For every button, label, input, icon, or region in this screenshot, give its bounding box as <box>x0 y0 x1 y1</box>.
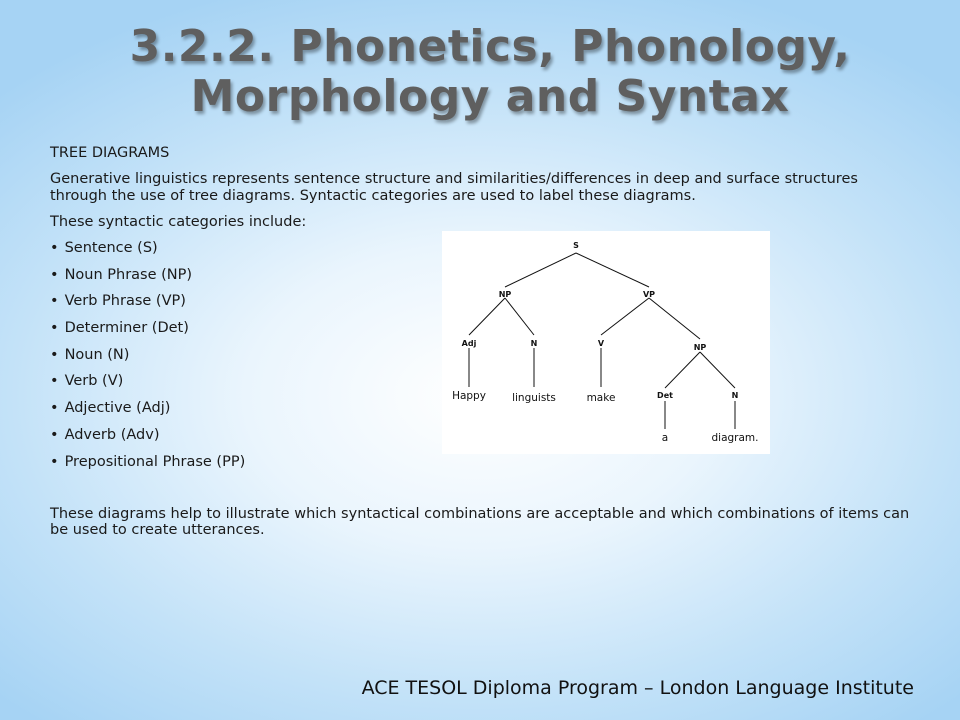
closing-paragraph: These diagrams help to illustrate which syntactical combinations are acceptable and which combinations of items can be used to create utterances. <box>50 506 910 538</box>
node-np2: NP <box>693 343 707 352</box>
edge-s-vp <box>576 253 649 287</box>
category-item-adjective: • Adjective (Adj) <box>50 400 910 427</box>
node-s: S <box>573 241 579 250</box>
node-v: V <box>597 339 605 348</box>
edge-vp-np <box>649 298 700 339</box>
edge-np-adj <box>469 298 505 335</box>
node-adj: Adj <box>461 339 477 348</box>
slide-title: 3.2.2. Phonetics, Phonology, Morphology and Syntax <box>129 21 851 122</box>
category-item-verb-phrase: • Verb Phrase (VP) <box>50 293 910 320</box>
node-n2: N <box>731 391 739 400</box>
edge-vp-v <box>601 298 649 335</box>
word-a: a <box>661 432 669 444</box>
category-item-sentence: • Sentence (S) <box>50 240 910 267</box>
edge-np-n <box>505 298 534 335</box>
category-item-verb: • Verb (V) <box>50 373 910 400</box>
node-np: NP <box>498 290 512 299</box>
footer-text: ACE TESOL Diploma Program – London Language Institute <box>361 677 914 699</box>
category-item-determiner: • Determiner (Det) <box>50 320 910 347</box>
word-make: make <box>586 392 616 404</box>
category-item-prepositional-phrase: • Prepositional Phrase (PP) <box>50 454 910 481</box>
node-det: Det <box>657 391 673 400</box>
word-linguists: linguists <box>512 392 556 404</box>
tree-diagram <box>442 231 770 454</box>
category-item-noun-phrase: • Noun Phrase (NP) <box>50 267 910 294</box>
node-n1: N <box>530 339 538 348</box>
section-heading: TREE DIAGRAMS <box>50 145 170 161</box>
node-vp: VP <box>642 290 656 299</box>
category-item-noun: • Noun (N) <box>50 347 910 374</box>
edge-np-det <box>665 352 700 388</box>
categories-intro: These syntactic categories include: <box>50 214 307 230</box>
edge-s-np <box>505 253 576 287</box>
edge-np-n2 <box>700 352 735 388</box>
word-diagram: diagram. <box>711 432 759 444</box>
intro-paragraph: Generative linguistics represents sentence structure and similarities/differences in deep and surface structures through the use of tree diagrams. Syntactic categories are used to label these diagrams. <box>50 171 858 204</box>
word-happy: Happy <box>452 390 486 402</box>
tree-diagram-svg <box>442 231 770 454</box>
category-item-adverb: • Adverb (Adv) <box>50 427 910 454</box>
